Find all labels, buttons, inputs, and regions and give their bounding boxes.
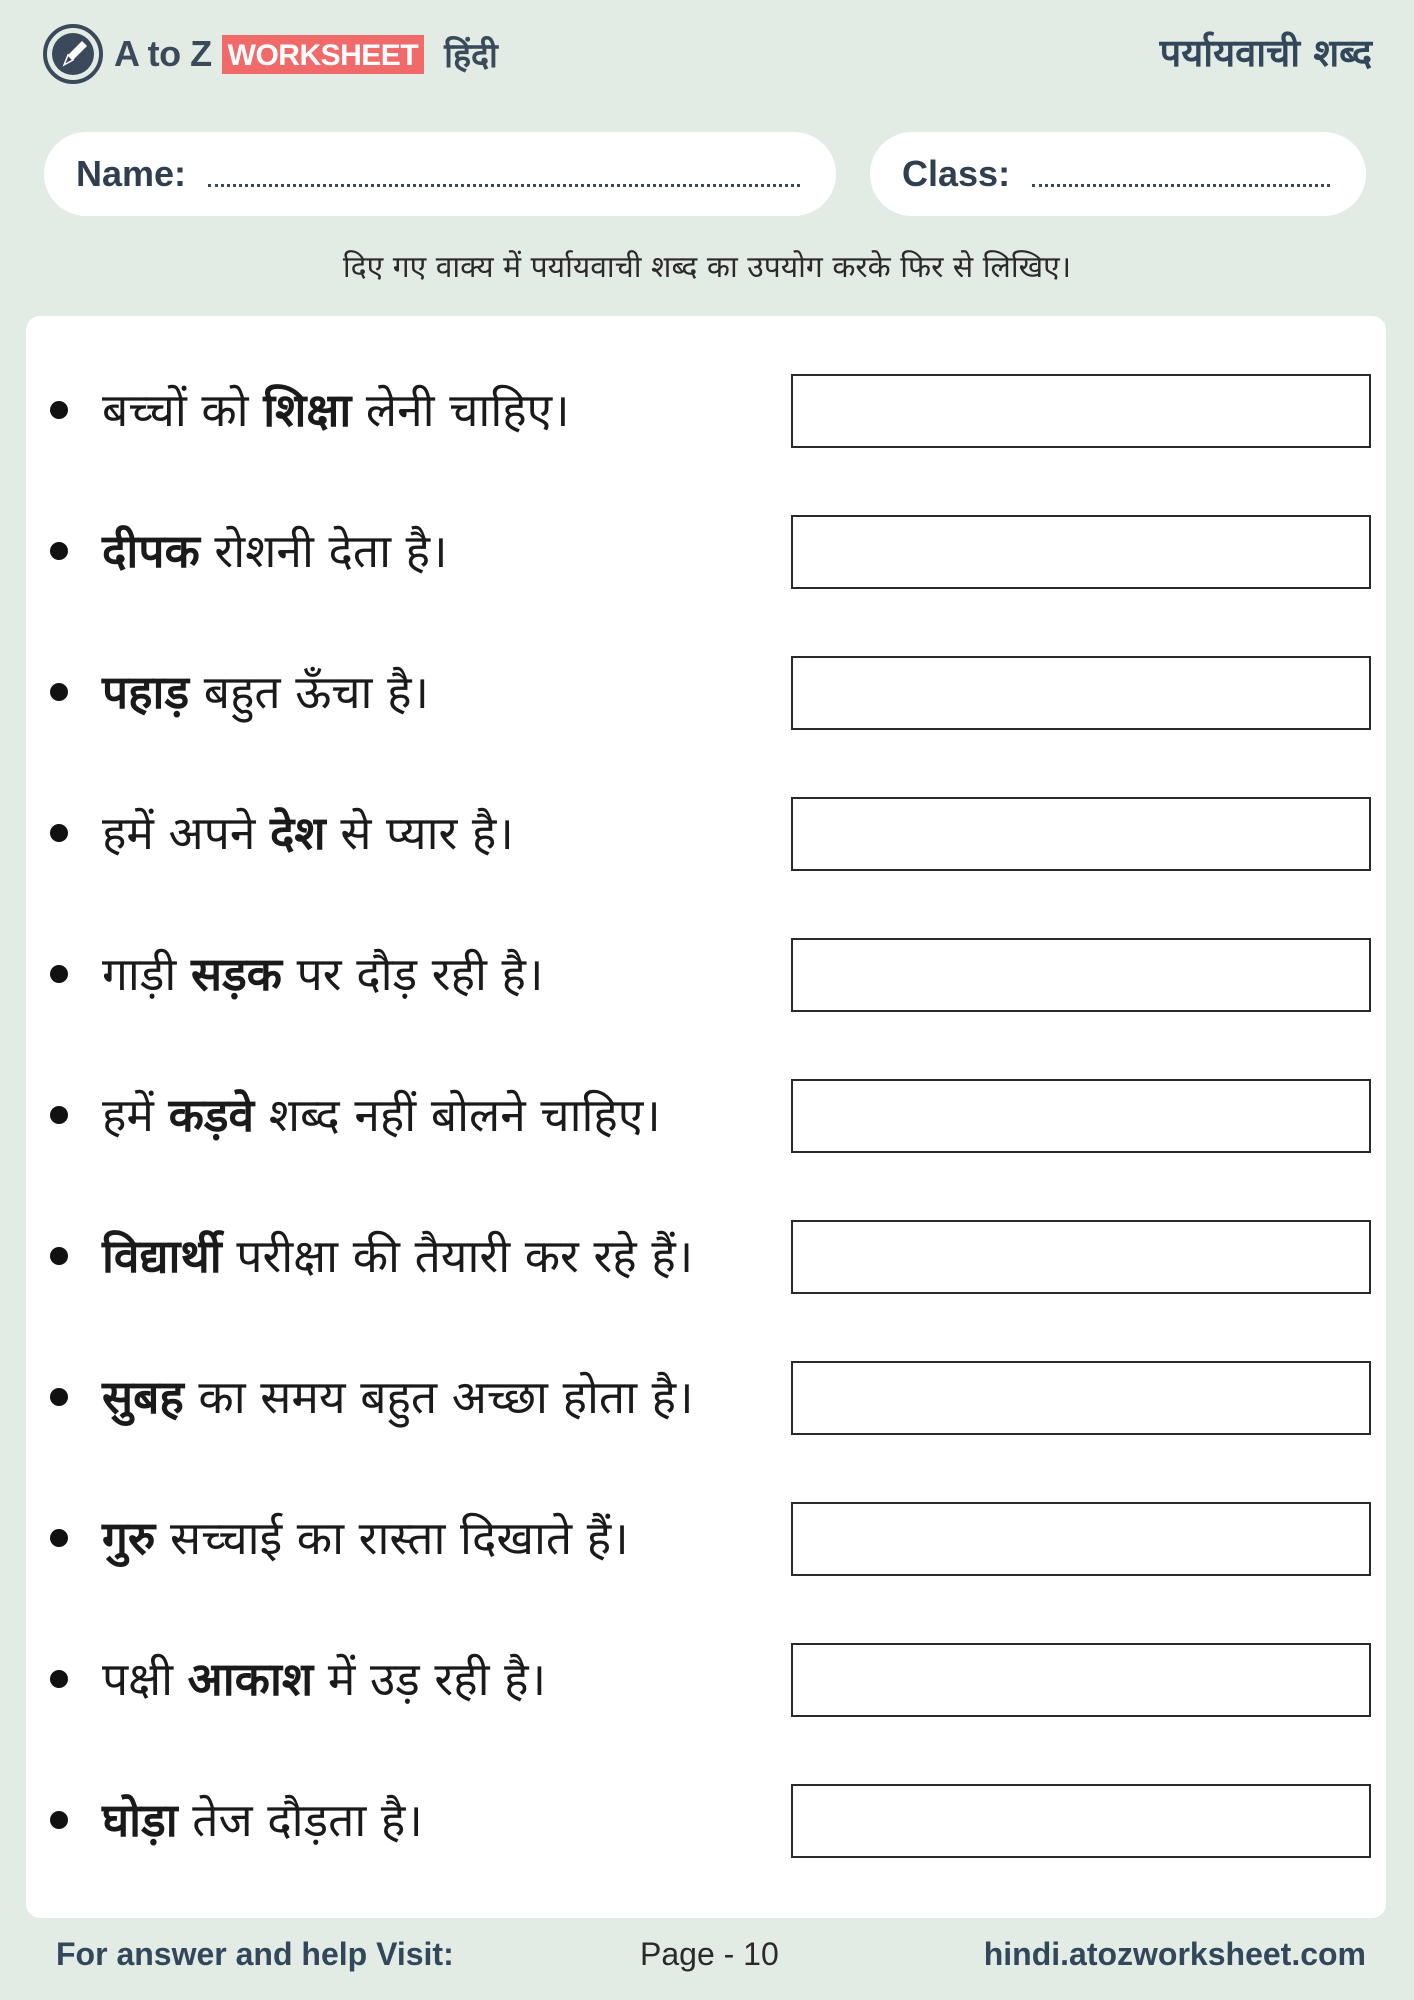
question-sentence xyxy=(102,1508,629,1568)
sentence-text-before: पक्षी xyxy=(102,1652,188,1706)
footer xyxy=(0,1936,1414,1976)
question-row xyxy=(26,372,1386,446)
class-write-line[interactable] xyxy=(1032,184,1330,187)
question-sentence xyxy=(102,944,543,1004)
brand-language: हिंदी xyxy=(444,36,498,76)
target-word: घोड़ा xyxy=(102,1793,178,1847)
target-word: पहाड़ xyxy=(102,665,190,719)
name-label: Name: xyxy=(76,153,187,194)
question-sentence xyxy=(102,1226,693,1286)
brand-worksheet-badge: WORKSHEET xyxy=(222,35,425,74)
question-row xyxy=(26,795,1386,869)
question-sentence xyxy=(102,1790,423,1850)
question-row xyxy=(26,936,1386,1010)
sentence-text-after: लेनी चाहिए। xyxy=(351,383,570,437)
question-sentence xyxy=(102,380,570,440)
target-word: सुबह xyxy=(102,1370,184,1424)
answer-box[interactable] xyxy=(791,515,1371,589)
question-sentence xyxy=(102,662,429,722)
target-word: विद्यार्थी xyxy=(102,1229,222,1283)
question-sentence xyxy=(102,1085,661,1145)
header xyxy=(42,22,1372,86)
target-word: गुरु xyxy=(102,1511,156,1565)
sentence-text-before: हमें अपने xyxy=(102,806,270,860)
questions-card xyxy=(26,316,1386,1918)
sentence-text-after: तेज दौड़ता है। xyxy=(177,1793,423,1847)
instruction: दिए गए वाक्य में पर्यायवाची शब्द का उपयोग करके फिर से लिखिए। xyxy=(342,250,1072,285)
target-word: शिक्षा xyxy=(263,383,352,437)
footer-help-text: For answer and help Visit: xyxy=(56,1936,454,1972)
question-row xyxy=(26,1218,1386,1292)
answer-box[interactable] xyxy=(791,1784,1371,1858)
answer-box[interactable] xyxy=(791,797,1371,871)
sentence-text-after: रोशनी देता है। xyxy=(199,524,448,578)
question-row xyxy=(26,1782,1386,1856)
bullet-icon xyxy=(50,542,68,560)
sentence-text-after: का समय बहुत अच्छा होता है। xyxy=(183,1370,694,1424)
target-word: आकाश xyxy=(187,1652,314,1706)
answer-box[interactable] xyxy=(791,1220,1371,1294)
sentence-text-after: बहुत ऊँचा है। xyxy=(189,665,429,719)
class-label: Class: xyxy=(902,153,1011,194)
sentence-text-before: हमें xyxy=(102,1088,169,1142)
target-word: दीपक xyxy=(102,524,200,578)
question-sentence xyxy=(102,803,514,863)
question-row xyxy=(26,654,1386,728)
answer-box[interactable] xyxy=(791,938,1371,1012)
pen-circle-logo-icon xyxy=(42,23,104,85)
sentence-text-before: गाड़ी xyxy=(102,947,191,1001)
bullet-icon xyxy=(50,1670,68,1688)
bullet-icon xyxy=(50,401,68,419)
bullet-icon xyxy=(50,1529,68,1547)
answer-box[interactable] xyxy=(791,1079,1371,1153)
page-number: Page - 10 xyxy=(640,1936,779,1972)
target-word: सड़क xyxy=(190,947,283,1001)
bullet-icon xyxy=(50,683,68,701)
target-word: कड़वे xyxy=(168,1088,255,1142)
sentence-text-after: परीक्षा की तैयारी कर रहे हैं। xyxy=(221,1229,694,1283)
bullet-icon xyxy=(50,965,68,983)
bullet-icon xyxy=(50,824,68,842)
question-row xyxy=(26,513,1386,587)
sentence-text-after: में उड़ रही है। xyxy=(313,1652,547,1706)
class-field[interactable] xyxy=(870,132,1366,216)
name-write-line[interactable] xyxy=(208,184,800,187)
question-sentence xyxy=(102,521,448,581)
name-field[interactable] xyxy=(44,132,836,216)
bullet-icon xyxy=(50,1811,68,1829)
question-row xyxy=(26,1359,1386,1433)
sentence-text-after: सच्चाई का रास्ता दिखाते हैं। xyxy=(155,1511,629,1565)
logo xyxy=(42,22,498,86)
question-list xyxy=(26,316,1386,1918)
question-row xyxy=(26,1641,1386,1715)
answer-box[interactable] xyxy=(791,656,1371,730)
worksheet-topic: पर्यायवाची शब्द xyxy=(1159,31,1372,75)
sentence-text-before: बच्चों को xyxy=(102,383,264,437)
bullet-icon xyxy=(50,1247,68,1265)
question-sentence xyxy=(102,1649,546,1709)
brand-name: A to Z xyxy=(114,33,212,74)
bullet-icon xyxy=(50,1106,68,1124)
sentence-text-after: से प्यार है। xyxy=(325,806,514,860)
question-row xyxy=(26,1077,1386,1151)
answer-box[interactable] xyxy=(791,1361,1371,1435)
sentence-text-after: शब्द नहीं बोलने चाहिए। xyxy=(254,1088,661,1142)
answer-box[interactable] xyxy=(791,1643,1371,1717)
website-link[interactable]: hindi.atozworksheet.com xyxy=(983,1936,1366,1972)
question-row xyxy=(26,1500,1386,1574)
target-word: देश xyxy=(269,806,326,860)
sentence-text-after: पर दौड़ रही है। xyxy=(282,947,544,1001)
answer-box[interactable] xyxy=(791,1502,1371,1576)
question-sentence xyxy=(102,1367,694,1427)
answer-box[interactable] xyxy=(791,374,1371,448)
bullet-icon xyxy=(50,1388,68,1406)
